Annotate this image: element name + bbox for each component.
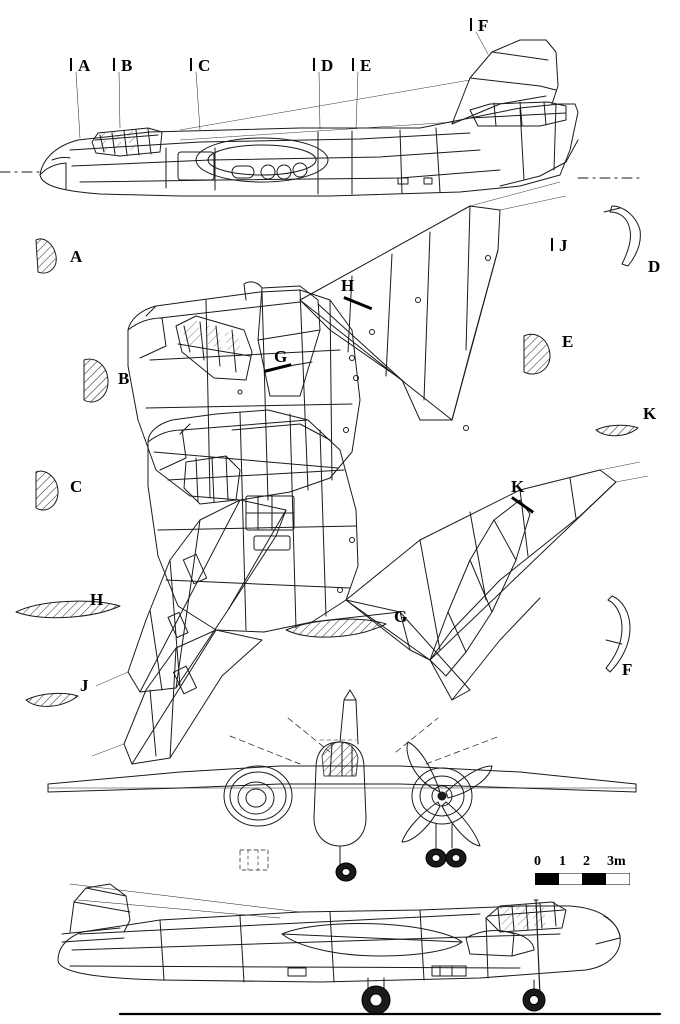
label-top-D: D: [321, 56, 334, 75]
label-section-C: C: [70, 477, 83, 496]
section-tick-E: [352, 58, 354, 71]
label-top-A: A: [78, 56, 91, 75]
label-section-H: H: [90, 590, 104, 609]
label-top-F: F: [478, 16, 489, 35]
front-view: [48, 690, 636, 881]
section-tick-C: [190, 58, 192, 71]
section-tick-D: [313, 58, 315, 71]
label-section-B: B: [118, 369, 130, 388]
label-section-E: E: [562, 332, 574, 351]
scale-tick-2: 2: [583, 854, 590, 869]
callout-label-H: H: [341, 276, 355, 295]
section-tick-A: [70, 58, 72, 71]
scale-tick-1: 1: [559, 854, 566, 869]
label-top-B: B: [121, 56, 133, 75]
label-section-J: J: [80, 676, 89, 695]
label-section-D: D: [648, 257, 661, 276]
section-tick-J: [551, 238, 553, 251]
upper-plan-view: [0, 32, 640, 196]
label-section-F: F: [622, 660, 633, 679]
cross-section-profiles: [16, 206, 640, 706]
label-top-E: E: [360, 56, 372, 75]
callout-label-J: J: [559, 236, 568, 255]
scale-tick-0: 0: [534, 854, 541, 869]
callout-label-K: K: [511, 477, 525, 496]
lower-oblique-plan-view: [92, 182, 648, 764]
label-section-G: G: [394, 607, 408, 626]
label-section-K: K: [643, 404, 657, 423]
section-tick-F: [470, 18, 472, 31]
scale-tick-3m: 3m: [607, 854, 626, 869]
callout-label-G: G: [274, 347, 288, 366]
label-top-C: C: [198, 56, 211, 75]
label-section-A: A: [70, 247, 83, 266]
section-tick-B: [113, 58, 115, 71]
scale-bar: [535, 872, 630, 884]
upper-oblique-plan-view: [128, 206, 500, 692]
